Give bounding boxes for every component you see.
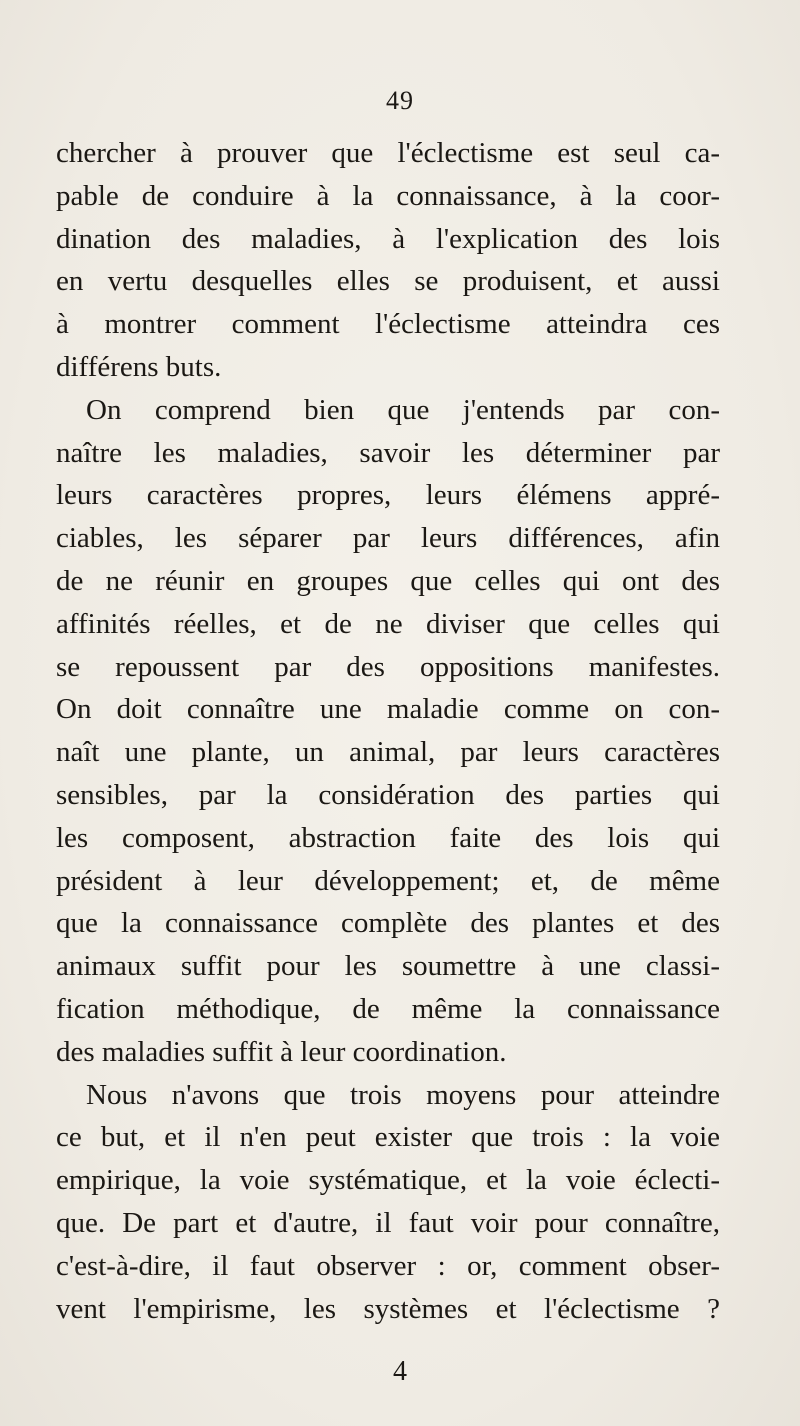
page-number: 49 xyxy=(386,86,414,115)
text-line: animaux suffit pour les soumettre à une classi- xyxy=(56,950,720,983)
signature-mark: 4 xyxy=(393,1356,407,1387)
text-line: sensibles, par la considération des parties qui xyxy=(56,778,720,811)
text-line: On comprend bien que j'entends par con- xyxy=(86,393,720,426)
text-line: naît une plante, un animal, par leurs caractères xyxy=(56,736,720,769)
text-line: naître les maladies, savoir les déterminer par xyxy=(56,436,720,469)
text-line: que. De part et d'autre, il faut voir pour connaître, xyxy=(56,1206,720,1239)
text-line: On doit connaître une maladie comme on con- xyxy=(56,693,720,726)
text-line: président à leur développement; et, de même xyxy=(56,864,720,897)
text-line: de ne réunir en groupes que celles qui ont des xyxy=(56,564,720,597)
text-line: Nous n'avons que trois moyens pour atteindre xyxy=(86,1078,720,1111)
text-line: se repoussent par des oppositions manifestes. xyxy=(56,650,720,683)
text-line: dination des maladies, à l'explication des lois xyxy=(56,222,720,255)
body-text xyxy=(56,132,720,1330)
text-line: en vertu desquelles elles se produisent, et aussi xyxy=(56,265,720,298)
text-line: que la connaissance complète des plantes et des xyxy=(56,907,720,940)
text-line: leurs caractères propres, leurs élémens appré- xyxy=(56,479,720,512)
text-line: les composent, abstraction faite des lois qui xyxy=(56,821,720,854)
text-line: ce but, et il n'en peut exister que trois : la voie xyxy=(56,1121,720,1154)
text-line: c'est-à-dire, il faut observer : or, comment obser- xyxy=(56,1249,720,1282)
text-line: ciables, les séparer par leurs différences, afin xyxy=(56,522,720,555)
text-line: vent l'empirisme, les systèmes et l'éclectisme ? xyxy=(56,1292,720,1325)
text-line: des maladies suffit à leur coordination. xyxy=(56,1035,507,1068)
text-line: affinités réelles, et de ne diviser que celles qui xyxy=(56,607,720,640)
text-line: pable de conduire à la connaissance, à la coor- xyxy=(56,179,720,212)
text-line: différens buts. xyxy=(56,350,222,383)
text-line: à montrer comment l'éclectisme atteindra ces xyxy=(56,308,720,341)
text-line: fication méthodique, de même la connaissance xyxy=(56,992,720,1025)
text-line: empirique, la voie systématique, et la voie éclecti- xyxy=(56,1164,720,1197)
text-line: chercher à prouver que l'éclectisme est seul ca- xyxy=(56,137,720,169)
